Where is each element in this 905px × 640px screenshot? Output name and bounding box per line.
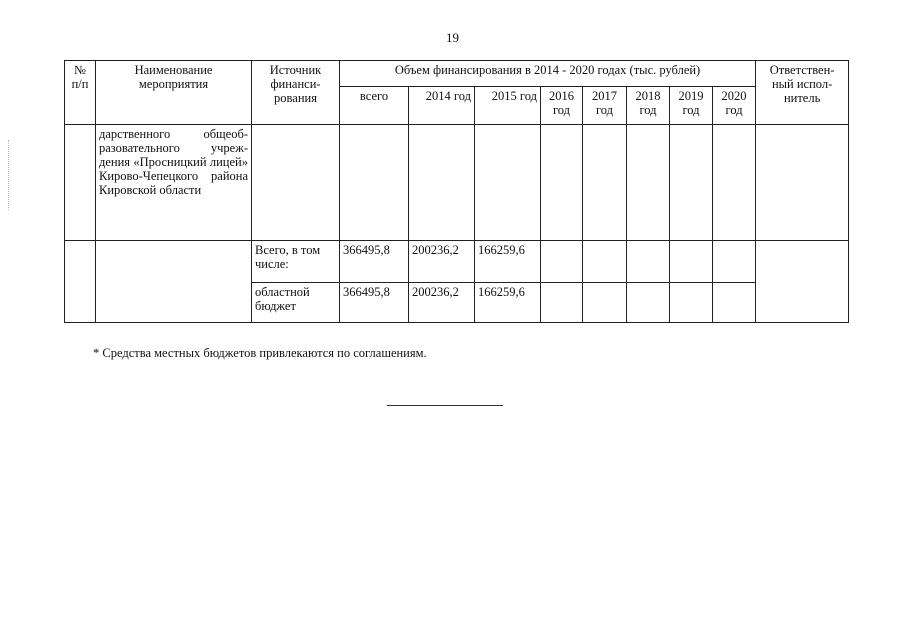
header-2017: 2017 год xyxy=(583,87,627,125)
cell-activity-name: дарственного общеоб-разовательного учреж-дения «Просницкий лицей» Кирово-Чепецкого района Кировской области xyxy=(96,125,252,241)
header-2019: 2019 год xyxy=(670,87,713,125)
cell-2017 xyxy=(583,241,627,283)
cell-2015: 166259,6 xyxy=(475,283,541,323)
header-2020: 2020 год xyxy=(713,87,756,125)
table-row xyxy=(65,125,849,241)
cell-2018 xyxy=(627,125,670,241)
header-2015: 2015 год xyxy=(475,87,541,125)
cell-2017 xyxy=(583,283,627,323)
financing-table xyxy=(64,60,849,323)
cell-2018 xyxy=(627,283,670,323)
header-num: № п/п xyxy=(65,61,96,125)
cell-2017 xyxy=(583,125,627,241)
header-total: всего xyxy=(340,87,409,125)
header-2014: 2014 год xyxy=(409,87,475,125)
cell-2019 xyxy=(670,283,713,323)
cell-2020 xyxy=(713,241,756,283)
footnote-divider xyxy=(387,405,503,406)
cell-activity-name xyxy=(96,241,252,323)
cell-responsible xyxy=(756,241,849,323)
header-responsible: Ответствен-ный испол-нитель xyxy=(756,61,849,125)
page-number: 19 xyxy=(446,30,459,45)
cell-2015 xyxy=(475,125,541,241)
footnote: * Средства местных бюджетов привлекаются по соглашениям. xyxy=(93,346,427,360)
header-2016: 2016 год xyxy=(541,87,583,125)
header-financing: Объем финансирования в 2014 - 2020 годах (тыс. рублей) xyxy=(340,61,756,87)
header-source: Источник финанси-рования xyxy=(252,61,340,125)
scan-margin-mark xyxy=(8,140,10,210)
cell-total: 366495,8 xyxy=(340,283,409,323)
cell-2018 xyxy=(627,241,670,283)
cell-2016 xyxy=(541,283,583,323)
header-name: Наименование мероприятия xyxy=(96,61,252,125)
cell-2014: 200236,2 xyxy=(409,241,475,283)
cell-source: областной бюджет xyxy=(252,283,340,323)
cell-source xyxy=(252,125,340,241)
cell-responsible xyxy=(756,125,849,241)
cell-2019 xyxy=(670,125,713,241)
table-row xyxy=(65,241,849,283)
cell-2019 xyxy=(670,241,713,283)
cell-2015: 166259,6 xyxy=(475,241,541,283)
cell-2014 xyxy=(409,125,475,241)
cell-2014: 200236,2 xyxy=(409,283,475,323)
cell-total: 366495,8 xyxy=(340,241,409,283)
cell-2020 xyxy=(713,283,756,323)
cell-2016 xyxy=(541,125,583,241)
cell-total xyxy=(340,125,409,241)
cell-num xyxy=(65,125,96,241)
cell-2016 xyxy=(541,241,583,283)
cell-2020 xyxy=(713,125,756,241)
cell-source: Всего, в том числе: xyxy=(252,241,340,283)
cell-num xyxy=(65,241,96,323)
header-2018: 2018 год xyxy=(627,87,670,125)
